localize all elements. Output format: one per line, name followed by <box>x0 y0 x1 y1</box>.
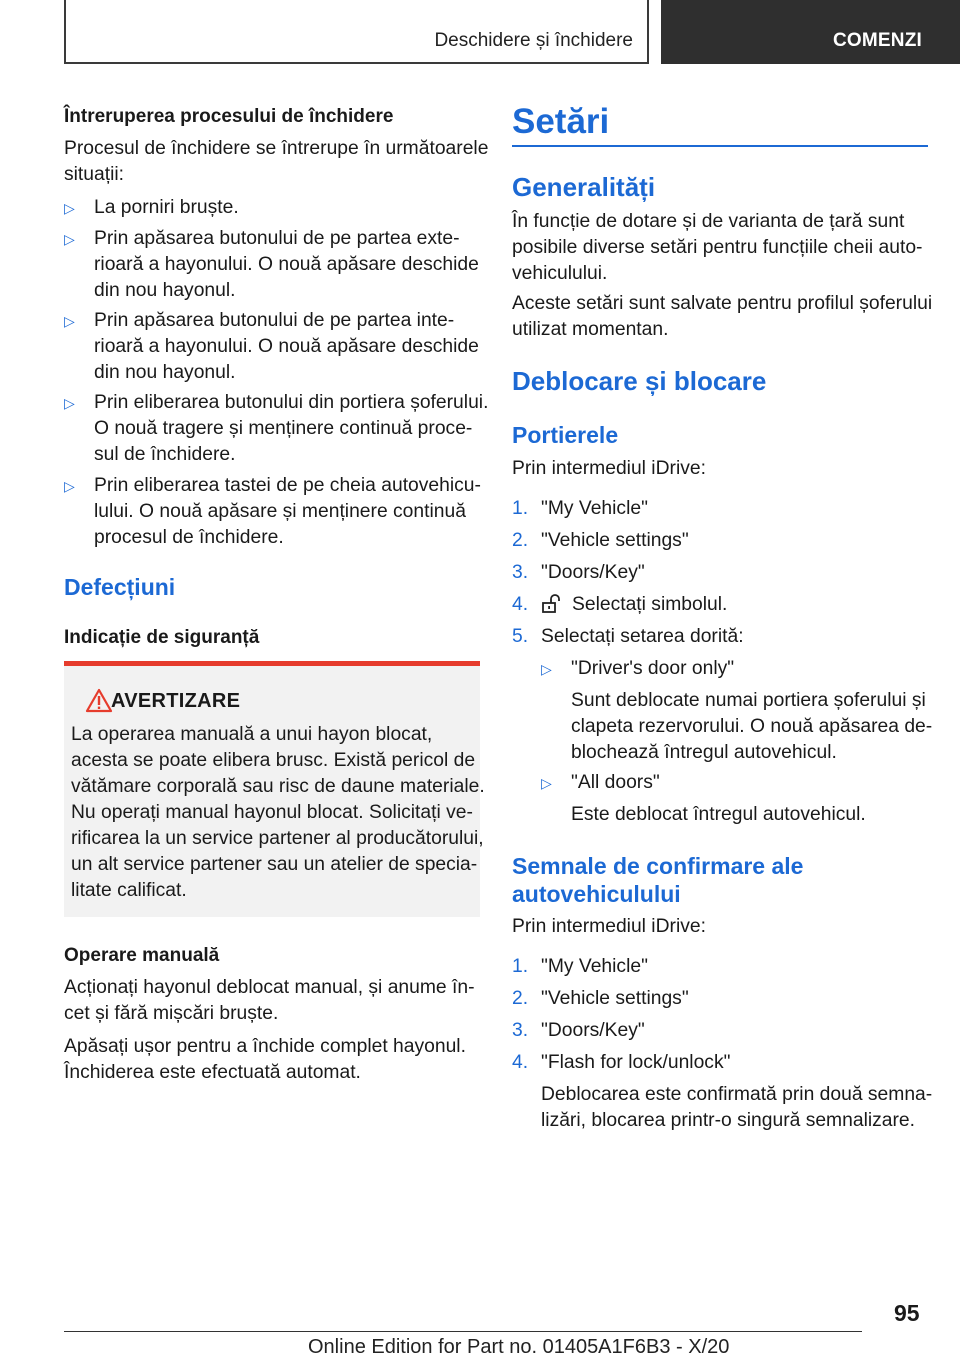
triangle-bullet-icon: ▷ <box>64 200 75 216</box>
triangle-bullet-icon: ▷ <box>64 231 75 247</box>
unlock-padlock-icon <box>541 594 563 614</box>
paragraph-line: cet și fără mișcări bruște. <box>64 1003 279 1024</box>
heading-safety: Indicație de siguranță <box>64 627 260 648</box>
page-number: 95 <box>894 1300 920 1326</box>
footer-rule <box>64 1331 862 1332</box>
paragraph-line: Acționați hayonul deblocat manual, și anume în- <box>64 977 475 998</box>
header-chapter-title: COMENZI <box>833 30 923 51</box>
triangle-bullet-icon: ▷ <box>64 313 75 329</box>
heading-defects: Defecțiuni <box>64 574 176 600</box>
paragraph-line: posibile diverse setări pentru funcțiile cheii auto- <box>512 237 923 258</box>
heading-interrupt: Întreruperea procesului de închidere <box>64 106 394 127</box>
heading-doors: Portierele <box>512 422 619 448</box>
paragraph-line: Prin intermediul iDrive: <box>512 916 706 937</box>
header-chapter-tab <box>661 0 960 64</box>
paragraph-line: Prin intermediul iDrive: <box>512 458 706 479</box>
warning-box <box>64 661 485 917</box>
paragraph-line: Închiderea este efectuată automat. <box>64 1062 361 1083</box>
paragraph-line: Apăsați ușor pentru a închide complet hayonul. <box>64 1036 466 1057</box>
header-section-tab <box>64 0 649 64</box>
paragraph-line: Aceste setări sunt salvate pentru profilul șoferului <box>512 293 933 314</box>
paragraph-line: Deblocarea este confirmată prin două semna- <box>541 1084 933 1105</box>
heading-confirm: Semnale de confirmare ale autovehiculului <box>512 853 804 907</box>
heading-settings: Setări <box>512 102 610 141</box>
warning-text: La operarea manuală a unui hayon blocat, acesta se poate elibera brusc. Există pericol de vătămare corporală sau risc de daune materiale. Nu operați manual hayonul blocat. Solicitați ve- rificarea la un service partener al producătorului, un alt service partener sau un atelier de specia- litate calificat. <box>71 724 485 901</box>
paragraph-line: situații: <box>64 164 125 185</box>
paragraph-line: lizări, blocarea printr-o singură semnalizare. <box>541 1110 915 1131</box>
paragraph-line: Procesul de închidere se întrerupe în următoarele <box>64 138 489 159</box>
paragraph-line: În funcție de dotare și de varianta de țară sunt <box>512 211 905 232</box>
triangle-bullet-icon: ▷ <box>541 775 552 791</box>
heading-rule <box>512 145 928 147</box>
warning-triangle-icon <box>85 688 113 713</box>
header-section-title: Deschidere și închidere <box>434 30 633 51</box>
heading-general: Generalități <box>512 172 656 202</box>
paragraph-line: utilizat momentan. <box>512 319 669 340</box>
heading-manual: Operare manuală <box>64 945 220 966</box>
triangle-bullet-icon: ▷ <box>541 661 552 677</box>
warning-title: AVERTIZARE <box>111 690 241 712</box>
triangle-bullet-icon: ▷ <box>64 478 75 494</box>
paragraph-line: vehiculului. <box>512 263 608 284</box>
triangle-bullet-icon: ▷ <box>64 395 75 411</box>
heading-unlock: Deblocare și blocare <box>512 366 767 396</box>
footer-edition: Online Edition for Part no. 01405A1F6B3 - X/20 <box>308 1336 730 1358</box>
